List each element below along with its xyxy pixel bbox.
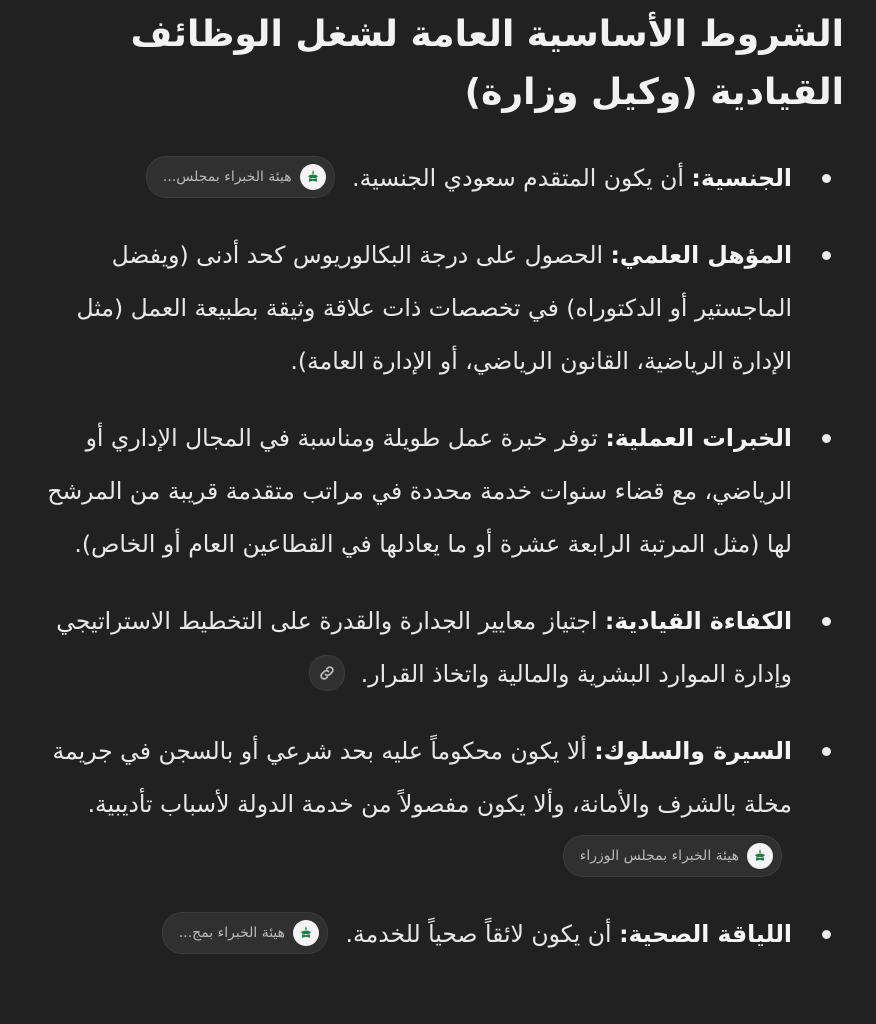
item-text: أن يكون المتقدم سعودي الجنسية. [352,164,692,192]
source-citation-chip[interactable] [162,912,328,954]
item-text: اجتياز معايير الجدارة والقدرة على التخطيط الاستراتيجي وإدارة الموارد البشرية والمالية واتخاذ القرار. [56,607,792,688]
item-text: أن يكون لائقاً صحياً للخدمة. [345,920,620,948]
list-item-health [38,908,844,961]
source-label: هيئة الخبراء بمجلس الوزراء [579,847,739,864]
source-citation-chip[interactable] [563,835,782,877]
item-term: السيرة والسلوك: [594,737,792,765]
experts-commission-logo-icon [747,843,773,869]
list-item-nationality [38,152,844,205]
list-item-qualification [38,229,844,388]
source-label: هيئة الخبراء بمج... [178,924,286,941]
link-icon [318,664,336,682]
bullet-icon [822,174,831,183]
bullet-icon [822,251,831,260]
bullet-icon [822,617,831,626]
bullet-icon [822,434,831,443]
item-term: الكفاءة القيادية: [604,607,792,635]
source-citation-chip[interactable] [146,156,335,198]
experts-commission-logo-icon [293,920,319,946]
item-term: المؤهل العلمي: [610,241,792,269]
experts-commission-logo-icon [300,164,326,190]
source-label: هيئة الخبراء بمجلس... [162,168,292,185]
conditions-list [38,152,844,961]
item-text: الحصول على درجة البكالوريوس كحد أدنى (ويفضل الماجستير أو الدكتوراه) في تخصصات ذات علاقة وثيقة بطبيعة العمل (مثل الإدارة الرياضية، القانون الرياضي، أو الإدارة العامة). [76,241,792,375]
item-text: ألا يكون محكوماً عليه بحد شرعي أو بالسجن في جريمة مخلة بالشرف والأمانة، وألا يكون مفصولاً من خدمة الدولة لأسباب تأديبية. [52,737,792,818]
bullet-icon [822,747,831,756]
list-item-conduct [38,725,844,884]
item-term: اللياقة الصحية: [619,920,792,948]
link-citation-chip[interactable] [309,655,345,691]
item-term: الخبرات العملية: [605,424,792,452]
list-item-experience [38,412,844,571]
section-heading: الشروط الأساسية العامة لشغل الوظائف القيادية (وكيل وزارة) [130,14,844,113]
item-text: توفر خبرة عمل طويلة ومناسبة في المجال الإداري أو الرياضي، مع قضاء سنوات خدمة محددة في مراتب متقدمة قريبة من المرشح لها (مثل المرتبة الرابعة عشرة أو ما يعادلها في القطاعين العام أو الخاص). [47,424,792,558]
bullet-icon [822,930,831,939]
list-item-leadership [38,595,844,701]
chat-response [38,6,844,961]
item-term: الجنسية: [691,164,792,192]
